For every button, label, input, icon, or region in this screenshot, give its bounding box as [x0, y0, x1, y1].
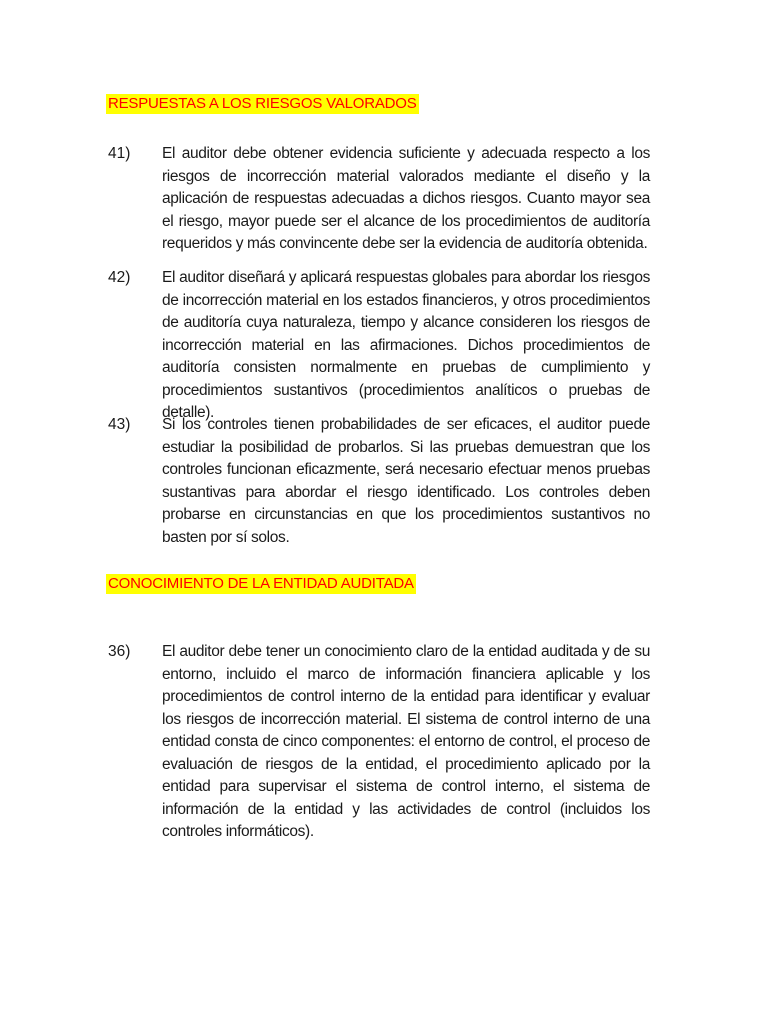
paragraph-text: Si los controles tienen probabilidades de ser eficaces, el auditor puede estudiar la posibilidad de probarlos. Si las pruebas demuestran que los controles funcionan eficazmente, será necesario efectuar menos pruebas sustantivas para abordar el riesgo identificado. Los controles deben probarse en circunstancias en que los procedimientos sustantivos no basten por sí solos.: [162, 416, 650, 546]
paragraph-number: 41): [108, 145, 131, 162]
paragraph-number: 43): [108, 416, 131, 433]
paragraph-text: El auditor debe tener un conocimiento claro de la entidad auditada y de su entorno, incluido el marco de información financiera aplicable y los procedimientos de control interno de la entidad para identificar y evaluar los riesgos de incorrección material. El sistema de control interno de una entidad consta de cinco componentes: el entorno de control, el proceso de evaluación de riesgos de la entidad, el procedimiento aplicado por la entidad para supervisar el sistema de control interno, el sistema de información de la entidad y las actividades de control (incluidos los controles informáticos).: [162, 643, 650, 840]
paragraph-number: 42): [108, 269, 131, 286]
section-heading-conocimiento: CONOCIMIENTO DE LA ENTIDAD AUDITADA: [108, 575, 414, 592]
section-heading-respuestas: RESPUESTAS A LOS RIESGOS VALORADOS: [108, 95, 417, 112]
paragraph-number: 36): [108, 643, 131, 660]
paragraph-text: El auditor diseñará y aplicará respuestas globales para abordar los riesgos de incorrección material en los estados financieros, y otros procedimientos de auditoría cuya naturaleza, tiempo y alcance consideren los riesgos de incorrección material en las afirmaciones. Dichos procedimientos de auditoría consisten normalmente en pruebas de cumplimiento y procedimientos sustantivos (procedimientos analíticos o pruebas de detalle).: [162, 269, 650, 421]
paragraph-text: El auditor debe obtener evidencia suficiente y adecuada respecto a los riesgos de incorrección material valorados mediante el diseño y la aplicación de respuestas adecuadas a dichos riesgos. Cuanto mayor sea el riesgo, mayor puede ser el alcance de los procedimientos de auditoría requeridos y más convincente debe ser la evidencia de auditoría obtenida.: [162, 145, 650, 252]
